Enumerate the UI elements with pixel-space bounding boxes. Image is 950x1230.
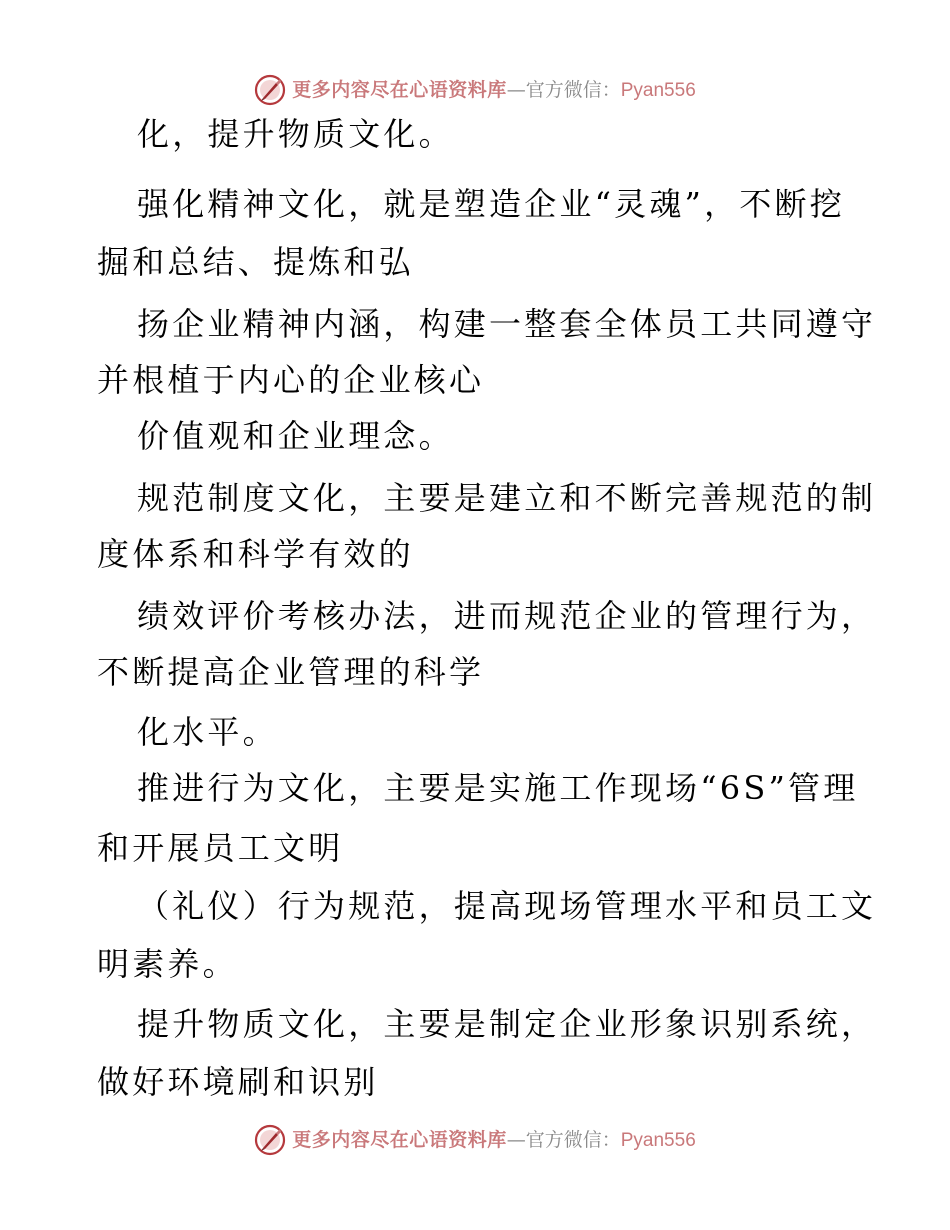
- body-line: 规范制度文化，主要是建立和不断完善规范的制: [137, 479, 877, 517]
- body-line: 做好环境刷和识别: [97, 1063, 379, 1101]
- header-banner: [0, 70, 950, 110]
- footer-banner: [0, 1120, 950, 1160]
- footer-banner-text: [292, 1128, 696, 1151]
- header-banner-wechat-id: Pyan556: [620, 79, 696, 101]
- footer-banner-wechat-id: Pyan556: [620, 1129, 696, 1151]
- body-line: 价值观和企业理念。: [137, 417, 454, 455]
- body-line: 和开展员工文明: [97, 829, 344, 867]
- header-banner-main: 更多内容尽在心语资料库: [292, 78, 507, 101]
- body-line: 度体系和科学有效的: [97, 535, 414, 573]
- feather-pen-logo-icon: [254, 74, 286, 106]
- footer-banner-official: —官方微信：: [506, 1128, 621, 1151]
- body-line: 强化精神文化，就是塑造企业“灵魂”，不断挖: [137, 185, 845, 223]
- body-line: 明素养。: [97, 945, 238, 983]
- body-line: 化水平。: [137, 713, 278, 751]
- body-line: 扬企业精神内涵，构建一整套全体员工共同遵守: [137, 305, 877, 343]
- header-banner-official: —官方微信：: [506, 78, 621, 101]
- body-line: 绩效评价考核办法，进而规范企业的管理行为，: [137, 597, 877, 635]
- body-line: 并根植于内心的企业核心: [97, 361, 485, 399]
- footer-banner-main: 更多内容尽在心语资料库: [292, 1128, 507, 1151]
- body-line: 提升物质文化，主要是制定企业形象识别系统，: [137, 1005, 877, 1043]
- header-banner-text: [292, 78, 696, 101]
- body-line: 掘和总结、提炼和弘: [97, 243, 414, 281]
- body-line: （礼仪）行为规范，提高现场管理水平和员工文: [137, 887, 877, 925]
- body-line: 化，提升物质文化。: [137, 115, 454, 153]
- body-line: 不断提高企业管理的科学: [97, 653, 485, 691]
- feather-pen-logo-icon: [254, 1124, 286, 1156]
- body-line: 推进行为文化，主要是实施工作现场“6S”管理: [137, 769, 859, 807]
